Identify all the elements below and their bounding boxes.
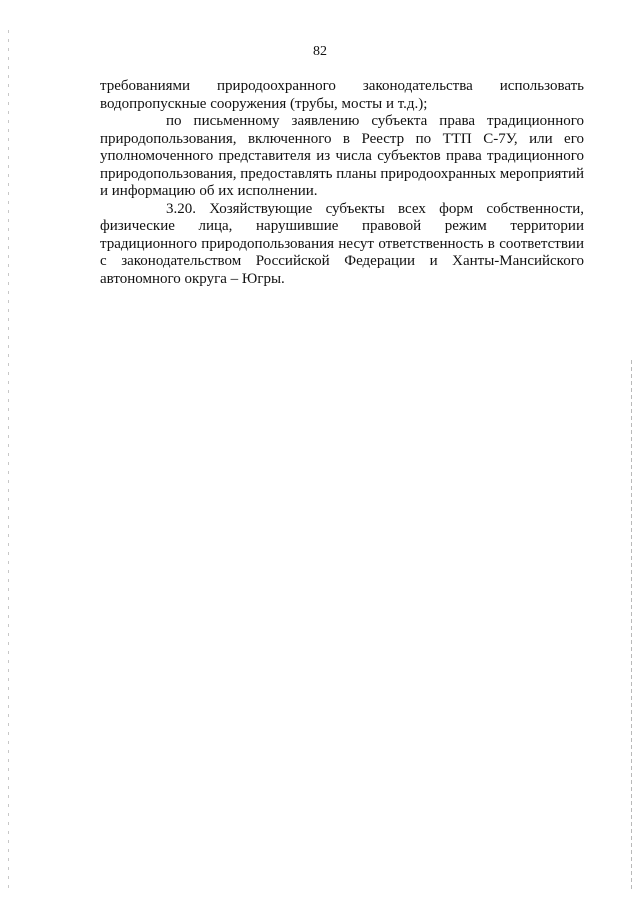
document-body <box>100 78 584 288</box>
paragraph-2-line-3: уполномоченного представителя из числа субъектов права традиционного <box>100 148 584 164</box>
paragraph-1-line-1: требованиями природоохранного законодательства использовать <box>100 78 584 94</box>
paragraph-3-line-2: физические лица, нарушившие правовой режим территории <box>100 218 584 234</box>
paragraph-2-line-1: по письменному заявлению субъекта права традиционного <box>166 113 584 129</box>
paragraph-2-line-5: и информацию об их исполнении. <box>100 183 318 199</box>
paragraph-2-line-4: природопользования, предоставлять планы природоохранных мероприятий <box>100 165 584 182</box>
paragraph-3-line-4: с законодательством Российской Федерации и Ханты-Мансийского <box>100 253 584 269</box>
paragraph-3-line-5: автономного округа – Югры. <box>100 270 285 287</box>
paragraph-3-line-1: 3.20. Хозяйствующие субъекты всех форм собственности, <box>166 200 584 217</box>
scan-edge-left <box>8 30 9 890</box>
paragraph-1-line-2: водопропускные сооружения (трубы, мосты и т.д.); <box>100 95 428 112</box>
paragraph-3-line-3: традиционного природопользования несут ответственность в соответствии <box>100 235 584 252</box>
paragraph-2-line-2: природопользования, включенного в Реестр по ТТП С-7У, или его <box>100 130 584 147</box>
scan-edge-right <box>631 360 632 890</box>
page-number: 82 <box>313 44 327 59</box>
